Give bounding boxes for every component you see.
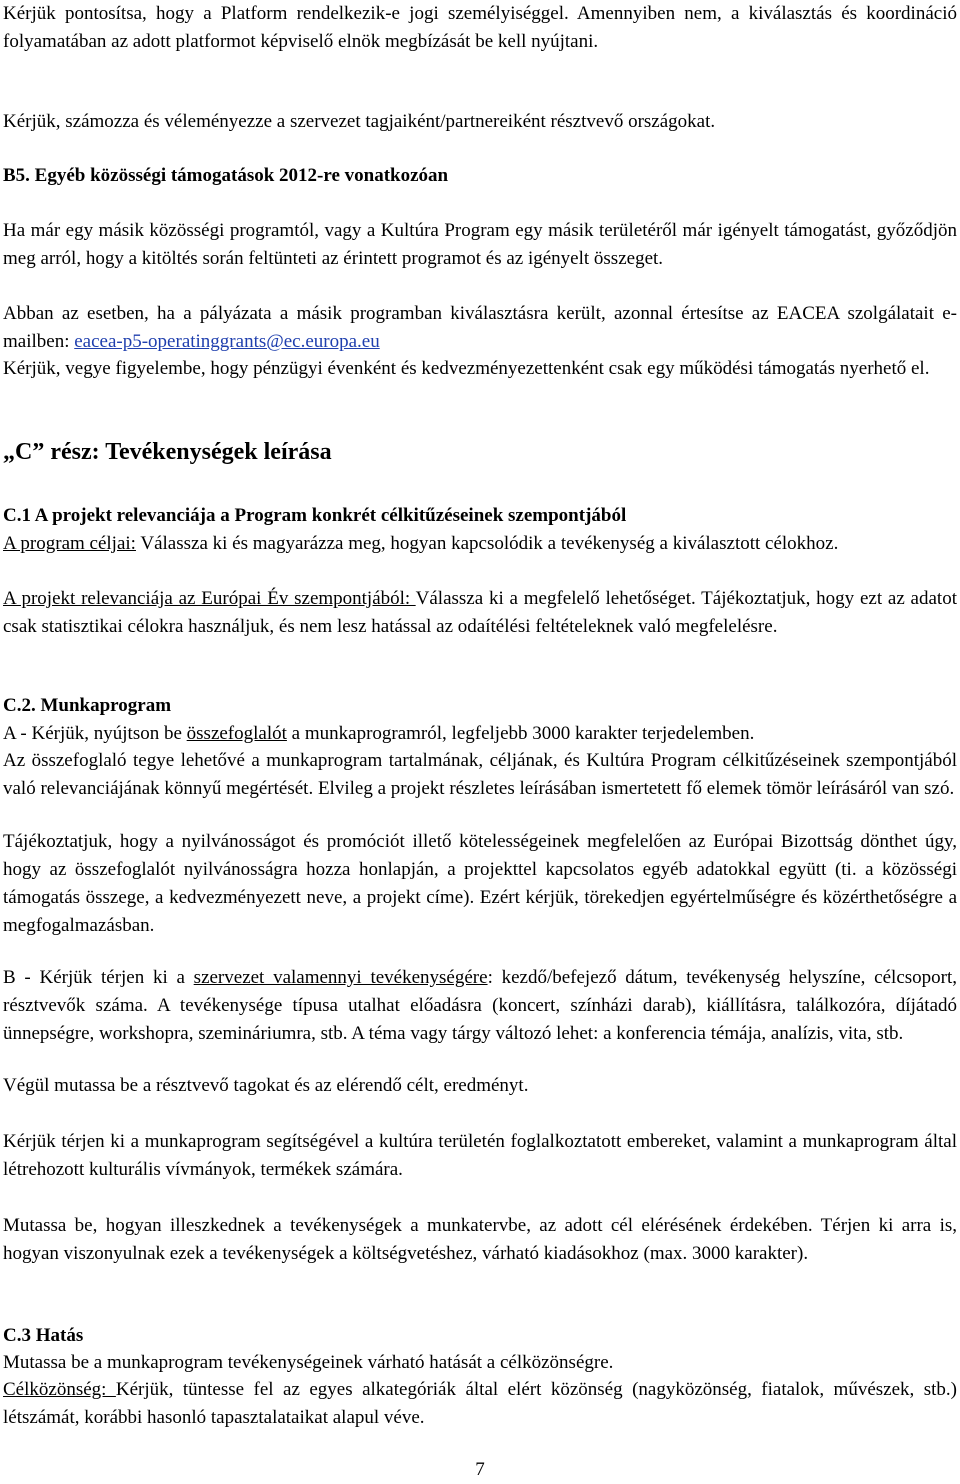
paragraph bbox=[3, 1376, 957, 1432]
paragraph-text: Abban az esetben, ha a pályázata a másik programban kiválasztásra került, azonnal értesítse az EACEA szolgálatait e-mailben: bbox=[3, 303, 957, 352]
paragraph: Kérjük, számozza és véleményezze a szervezet tagjaiként/partnereiként résztvevő országokat. bbox=[3, 111, 716, 132]
paragraph: Végül mutassa be a résztvevő tagokat és az elérendő célt, eredményt. bbox=[3, 1075, 529, 1096]
label-target-audience: Célközönség: bbox=[3, 1379, 116, 1400]
section-heading-c1: C.1 A projekt relevanciája a Program konkrét célkitűzéseinek szempontjából bbox=[3, 505, 627, 526]
paragraph: Kérjük, vegye figyelembe, hogy pénzügyi évenként és kedvezményezettenként csak egy működési támogatás nyerhető el. bbox=[3, 358, 930, 379]
paragraph: Az összefoglaló tegye lehetővé a munkaprogram tartalmának, céljának, és Kultúra Program célkitűzéseinek szempontjából való relevanciájának könnyű megértését. Elvileg a projekt részletes leírásában ismertetett fő elemek tömör leírásáról van szó. bbox=[3, 750, 957, 799]
paragraph: Kérjük pontosítsa, hogy a Platform rendelkezik-e jogi személyiséggel. Amennyiben nem, a kiválasztás és koordináció folyamatában az adott platformot képviselő elnök megbízását be kell nyújtani. bbox=[3, 3, 957, 52]
email-link[interactable]: eacea-p5-operatinggrants@ec.europa.eu bbox=[74, 331, 380, 352]
paragraph-text: : kezdő/befejező dátum, tevékenység helyszíne, célcsoport, résztvevők száma. A tevékenysége típusa utalhat előadásra (koncert, színházi darab), kiállításra, találkozóra, díjátadó ünnepségre, workshopra, szemináriumra, stb. A téma vagy tárgy változó lehet: a konferencia témája, analízis, vita, stb. bbox=[3, 967, 957, 1044]
paragraph: Mutassa be, hogyan illeszkednek a tevékenységek a munkatervbe, az adott cél elérésének érdekében. Térjen ki arra is, hogyan viszonyulnak ezek a tevékenységek a költségvetéshez, várható kiadásokhoz (max. 3000 karakter). bbox=[3, 1215, 957, 1264]
underlined-term: összefoglalót bbox=[186, 723, 287, 744]
paragraph: Kérjük térjen ki a munkaprogram segítségével a kultúra területén foglalkoztatott embereket, valamint a munkaprogram által létrehozott kulturális vívmányok, termékek számára. bbox=[3, 1131, 957, 1180]
section-heading-c3: C.3 Hatás bbox=[3, 1325, 84, 1346]
underlined-term: szervezet valamennyi tevékenységére bbox=[193, 967, 488, 988]
paragraph bbox=[3, 300, 957, 356]
label-program-goals: A program céljai: bbox=[3, 533, 136, 554]
paragraph-text: Válassza ki a megfelelő lehetőséget. Tájékoztatjuk, hogy ezt az adatot csak statisztikai célokra használjuk, és nem lesz hatással az odaítélési feltételeknek való megfelelésre. bbox=[3, 588, 957, 637]
paragraph bbox=[3, 964, 957, 1048]
paragraph-text: a munkaprogramról, legfeljebb 3000 karakter terjedelemben. bbox=[286, 723, 755, 744]
paragraph-text: A - Kérjük, nyújtson be bbox=[3, 723, 187, 744]
label-european-year: A projekt relevanciája az Európai Év szempontjából: bbox=[3, 588, 416, 609]
section-heading-c: „C” rész: Tevékenységek leírása bbox=[3, 439, 332, 465]
paragraph bbox=[3, 530, 957, 558]
paragraph: Ha már egy másik közösségi programtól, vagy a Kultúra Program egy másik területéről már igényelt támogatást, győződjön meg arról, hogy a kitöltés során feltünteti az érintett programot és az igényelt összeget. bbox=[3, 220, 957, 269]
section-heading-b5: B5. Egyéb közösségi támogatások 2012-re vonatkozóan bbox=[3, 165, 449, 186]
paragraph bbox=[3, 720, 957, 748]
paragraph-text: B - Kérjük térjen ki a bbox=[3, 967, 194, 988]
paragraph: Tájékoztatjuk, hogy a nyilvánosságot és promóciót illető kötelességeinek megfelelően az Európai Bizottság dönthet úgy, hogy az összefoglalót nyilvánosságra hozza honlapján, a projekttel kapcsolatos egyéb adatokkal együtt (ti. a közösségi támogatás összege, a kedvezményezett neve, a projekt címe). Ezért kérjük, törekedjen egyértelműségre és közérthetőségre a megfogalmazásban. bbox=[3, 831, 957, 936]
paragraph-text: Kérjük, tüntesse fel az egyes alkategóriák által elért közönség (nagyközönség, fiatalok, művészek, stb.) létszámát, korábbi hasonló tapasztalataikat alapul véve. bbox=[3, 1379, 957, 1428]
section-heading-c2: C.2. Munkaprogram bbox=[3, 695, 172, 716]
paragraph-text: Válassza ki és magyarázza meg, hogyan kapcsolódik a tevékenység a kiválasztott célokhoz. bbox=[135, 533, 839, 554]
paragraph bbox=[3, 585, 957, 641]
paragraph: Mutassa be a munkaprogram tevékenységeinek várható hatását a célközönségre. bbox=[3, 1352, 614, 1373]
page-number: 7 bbox=[475, 1459, 485, 1480]
